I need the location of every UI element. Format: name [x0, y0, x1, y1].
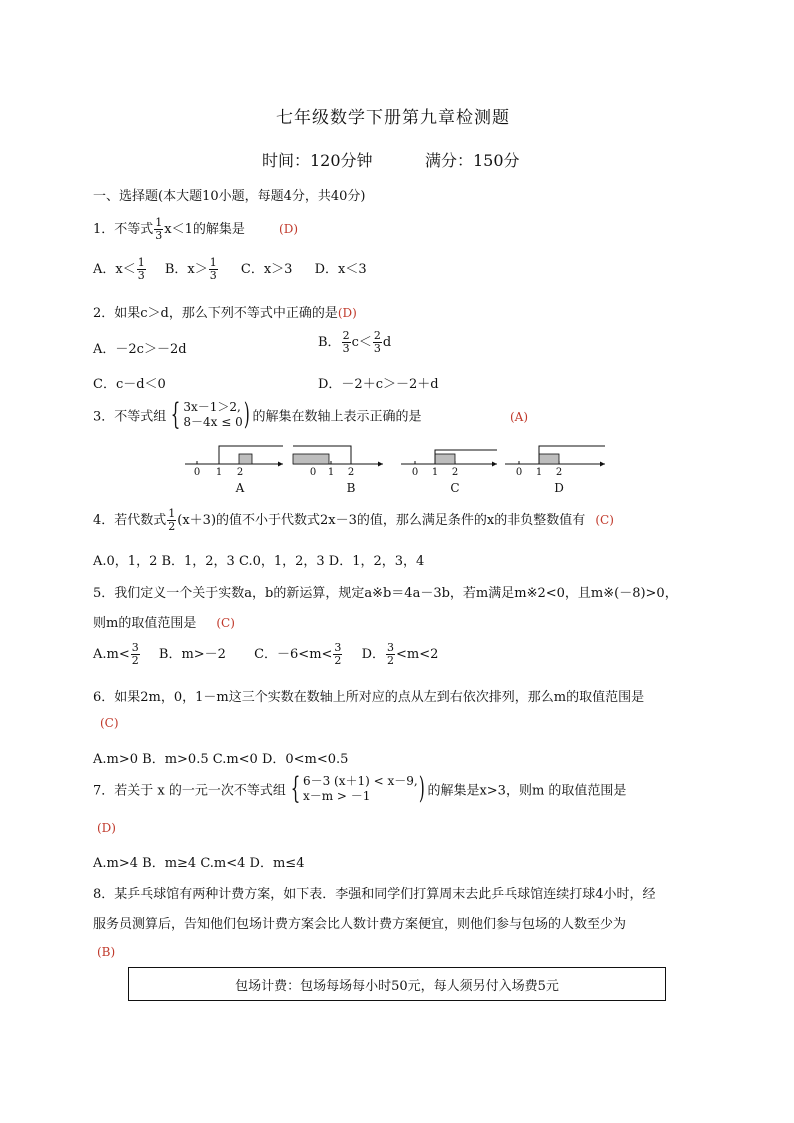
exam-score: 满分：150分: [425, 151, 520, 170]
nl-b-label-1: 1: [327, 467, 335, 478]
nl-a-label-2: 2: [236, 467, 244, 478]
q5-options: A.m< $\frac{3}{2}$ B．m>－2 C．－6<m< $\frac{3}{2}$ D． $\frac{3}{2}$ <m<2: [93, 641, 439, 667]
nl-b-label-2: 2: [347, 467, 355, 478]
nl-d-label-2: 2: [555, 467, 563, 478]
question-6: 6．如果2m，0，1－m这三个实数在数轴上所对应的点从左到右依次排列，那么m的取值范围是: [93, 690, 645, 705]
question-5-line2: 则m的取值范围是 (C): [93, 616, 235, 631]
nl-b-shade: [293, 454, 329, 464]
question-4: 4．若代数式 $\frac{1}{2}$ (x＋3)的值不小于代数式2x－3的值，那么满足条件的x的非负整数值有 (C): [93, 507, 614, 533]
q6-options: A.m>0 B．m>0.5 C.m<0 D．0<m<0.5: [93, 752, 349, 767]
q3-system: { 3x－1＞2, 8－4x ≤ 0 ): [171, 397, 250, 432]
nl-d-label-1: 1: [535, 467, 543, 478]
page-title: 七年级数学下册第九章检测题: [276, 108, 510, 128]
section-heading: 一、选择题(本大题10小题，每题4分，共40分): [93, 189, 366, 204]
q3-number-lines: [185, 440, 605, 500]
q1-options: A．x＜ $\frac{1}{3}$ B．x＞ $\frac{1}{3}$ C．x＞3 D．x＜3: [93, 256, 367, 282]
q2-option-b: B． $\frac{2}{3}$ c＜ $\frac{2}{3}$ d: [318, 329, 392, 355]
nl-d-label-0: 0: [515, 467, 523, 478]
question-1: [93, 217, 298, 242]
pricing-table-row: 包场计费：包场每场每小时50元，每人须另付入场费5元: [235, 978, 559, 994]
q7-system: { 6－3 (x＋1) < x－9, x－m > －1 ): [290, 771, 425, 806]
question-7: 7．若关于 x 的一元一次不等式组 { 6－3 (x＋1) < x－9, x－m > －1 ) 的解集是x>3，则m 的取值范围是: [93, 771, 627, 806]
nl-c-label-2: 2: [451, 467, 459, 478]
q2-option-c: C．c－d＜0: [93, 377, 166, 392]
nl-a-arrow: [278, 462, 283, 467]
q1-fraction: $\frac{1}{3}$: [155, 216, 163, 242]
nl-c-shade: [435, 454, 455, 464]
question-5-line1: 5．我们定义一个关于实数a，b的新运算，规定a※b＝4a－3b，若m满足m※2<0，且m※(－8)>0，: [93, 586, 678, 601]
q1-answer: (D): [279, 222, 299, 236]
nl-c-arrow: [492, 462, 497, 467]
q4-options: A.0，1，2 B．1，2，3 C.0，1，2，3 D．1，2，3，4: [93, 554, 425, 569]
q1-stem-pre: 1．不等式: [93, 222, 154, 237]
nl-b-caption: B: [346, 481, 356, 495]
nl-d-arrow: [600, 462, 605, 467]
nl-a-label-0: 0: [193, 467, 201, 478]
nl-a-caption: A: [235, 481, 245, 495]
q7-options: A.m>4 B．m≥4 C.m<4 D．m≤4: [93, 856, 305, 871]
nl-c-label-1: 1: [431, 467, 439, 478]
q1-stem-post: x＜1的解集是: [164, 222, 245, 237]
nl-b-label-0: 0: [309, 467, 317, 478]
q7-answer: (D): [97, 821, 116, 835]
nl-a-label-1: 1: [215, 467, 223, 478]
question-2: 2．如果c＞d，那么下列不等式中正确的是(D): [93, 306, 357, 321]
exam-time: 时间：120分钟: [262, 151, 373, 170]
q5-answer: (C): [216, 616, 235, 630]
nl-a-shade: [239, 454, 252, 464]
q4-answer: (C): [595, 513, 614, 527]
nl-c-label-0: 0: [411, 467, 419, 478]
pricing-table: [128, 967, 666, 1001]
question-3: 3．不等式组 { 3x－1＞2, 8－4x ≤ 0 ) 的解集在数轴上表示正确的是: [93, 397, 422, 432]
q6-answer: (C): [100, 716, 119, 730]
q2-answer: (D): [337, 306, 357, 320]
q8-answer: (B): [97, 945, 116, 959]
nl-d-shade: [539, 454, 559, 464]
q2-option-a: A．－2c＞－2d: [93, 342, 187, 357]
nl-c-caption: C: [450, 481, 460, 495]
question-8-line1: 8．某乒乓球馆有两种计费方案，如下表．李强和同学们打算周末去此乒乓球馆连续打球4小时，经: [93, 887, 656, 902]
q3-answer: (A): [510, 410, 529, 424]
q2-option-d: D．－2＋c＞－2＋d: [318, 377, 439, 392]
nl-d-caption: D: [554, 481, 564, 495]
question-8-line2: 服务员测算后，告知他们包场计费方案会比人数计费方案便宜，则他们参与包场的人数至少为: [93, 917, 627, 932]
nl-b-arrow: [378, 462, 383, 467]
